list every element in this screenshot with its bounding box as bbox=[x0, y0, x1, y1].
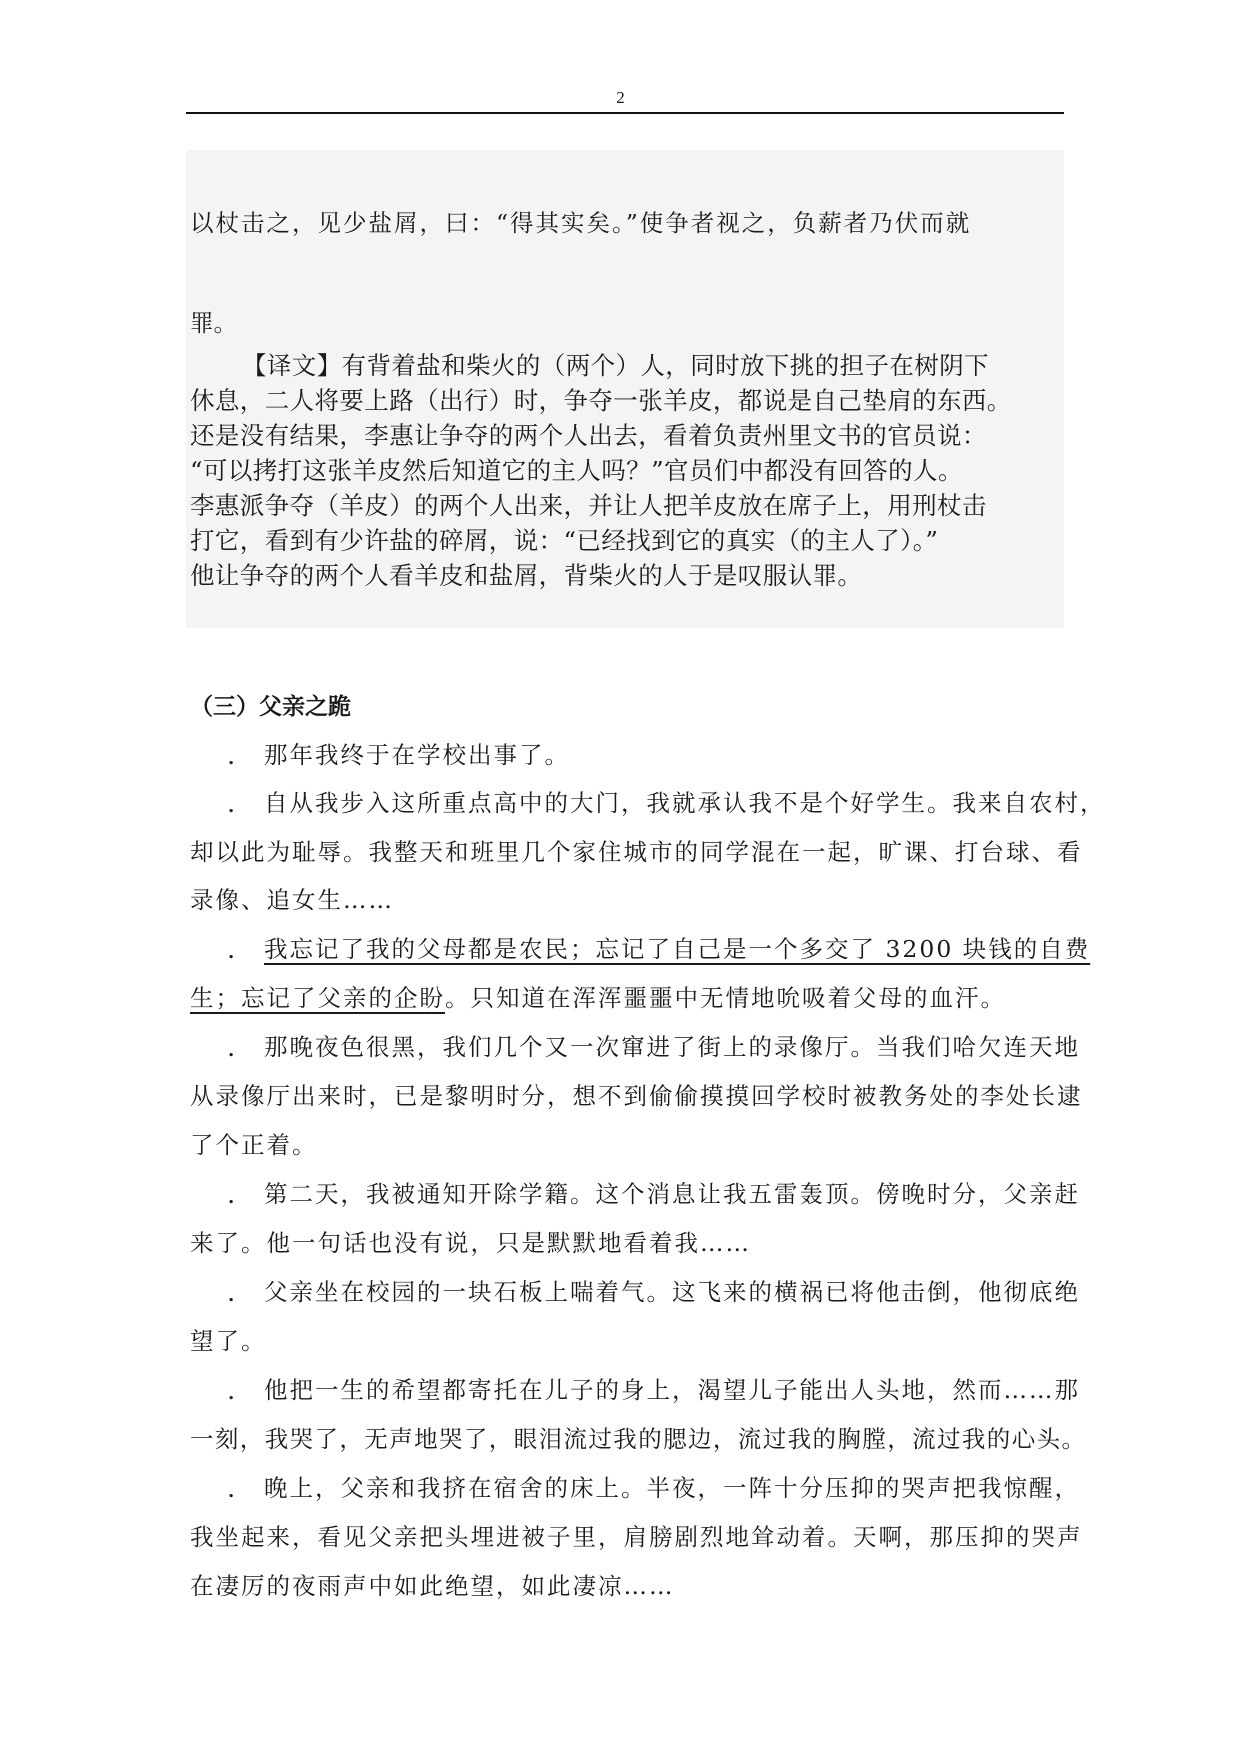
story-line: 来了。他一句话也没有说，只是默默地看着我…… bbox=[190, 1229, 751, 1257]
story-line: 自从我步入这所重点高中的大门，我就承认我不是个好学生。我来自农村， bbox=[264, 789, 1106, 817]
story-line: 我忘记了我的父母都是农民；忘记了自己是一个多交了 3200 块钱的自费 bbox=[264, 935, 1091, 963]
story-line: 那年我终于在学校出事了。 bbox=[264, 741, 570, 769]
paragraph-marker: . bbox=[228, 1285, 235, 1306]
paragraph-marker: . bbox=[228, 1383, 235, 1404]
story-line: 晚上，父亲和我挤在宿舍的床上。半夜，一阵十分压抑的哭声把我惊醒， bbox=[264, 1474, 1080, 1502]
translation-line: 他让争夺的两个人看羊皮和盐屑，背柴火的人于是叹服认罪。 bbox=[190, 561, 863, 590]
translation-line: 打它，看到有少许盐的碎屑，说：“已经找到它的真实（的主人了）。” bbox=[190, 526, 939, 555]
story-line: 望了。 bbox=[190, 1327, 267, 1355]
page-number: 2 bbox=[616, 88, 625, 107]
story-line: 那晚夜色很黑，我们几个又一次窜进了街上的录像厅。当我们哈欠连天地 bbox=[264, 1033, 1080, 1061]
paragraph-marker: . bbox=[228, 748, 235, 769]
paragraph-marker: . bbox=[228, 942, 235, 963]
story-line bbox=[190, 981, 1006, 1015]
section-title: （三）父亲之跪 bbox=[190, 694, 351, 720]
underlined-phrase: 生；忘记了父亲的企盼 bbox=[190, 984, 445, 1012]
paragraph-marker: . bbox=[228, 1040, 235, 1061]
translation-line: “可以拷打这张羊皮然后知道它的主人吗？”官员们中都没有回答的人。 bbox=[190, 456, 963, 485]
translation-line: 李惠派争夺（羊皮）的两个人出来，并让人把羊皮放在席子上，用刑杖击 bbox=[190, 491, 987, 520]
story-line: 一刻，我哭了，无声地哭了，眼泪流过我的腮边，流过我的胸膛，流过我的心头。 bbox=[190, 1425, 1087, 1453]
story-line: 在凄厉的夜雨声中如此绝望，如此凄凉…… bbox=[190, 1572, 675, 1600]
story-line: 从录像厅出来时，已是黎明时分，想不到偷偷摸摸回学校时被教务处的李处长逮 bbox=[190, 1082, 1083, 1110]
story-line: 我坐起来，看见父亲把头埋进被子里，肩膀剧烈地耸动着。天啊，那压抑的哭声 bbox=[190, 1523, 1083, 1551]
paragraph-marker: . bbox=[228, 1187, 235, 1208]
header-rule bbox=[186, 112, 1064, 114]
story-line: 录像、追女生…… bbox=[190, 886, 394, 914]
paragraph-marker: . bbox=[228, 796, 235, 817]
translation-line: 【译文】有背着盐和柴火的（两个）人，同时放下挑的担子在树阴下 bbox=[242, 351, 989, 380]
paragraph-marker: . bbox=[228, 1481, 235, 1502]
story-line: 父亲坐在校园的一块石板上喘着气。这飞来的横祸已将他击倒，他彻底绝 bbox=[264, 1278, 1080, 1306]
story-line: 却以此为耻辱。我整天和班里几个家住城市的同学混在一起，旷课、打台球、看 bbox=[190, 838, 1083, 866]
story-line: 了个正着。 bbox=[190, 1131, 318, 1159]
translation-line: 还是没有结果，李惠让争夺的两个人出去，看着负责州里文书的官员说： bbox=[190, 421, 987, 450]
translation-line: 休息，二人将要上路（出行）时，争夺一张羊皮，都说是自己垫肩的东西。 bbox=[190, 386, 1012, 415]
quote-line: 罪。 bbox=[190, 309, 237, 337]
story-line: 第二天，我被通知开除学籍。这个消息让我五雷轰顶。傍晚时分，父亲赶 bbox=[264, 1180, 1080, 1208]
quote-line: 以杖击之，见少盐屑，曰：“得其实矣。”使争者视之，负薪者乃伏而就 bbox=[190, 209, 972, 237]
story-line: 他把一生的希望都寄托在儿子的身上，渴望儿子能出人头地，然而……那 bbox=[264, 1376, 1080, 1404]
story-text: 。只知道在浑浑噩噩中无情地吮吸着父母的血汗。 bbox=[445, 984, 1006, 1012]
